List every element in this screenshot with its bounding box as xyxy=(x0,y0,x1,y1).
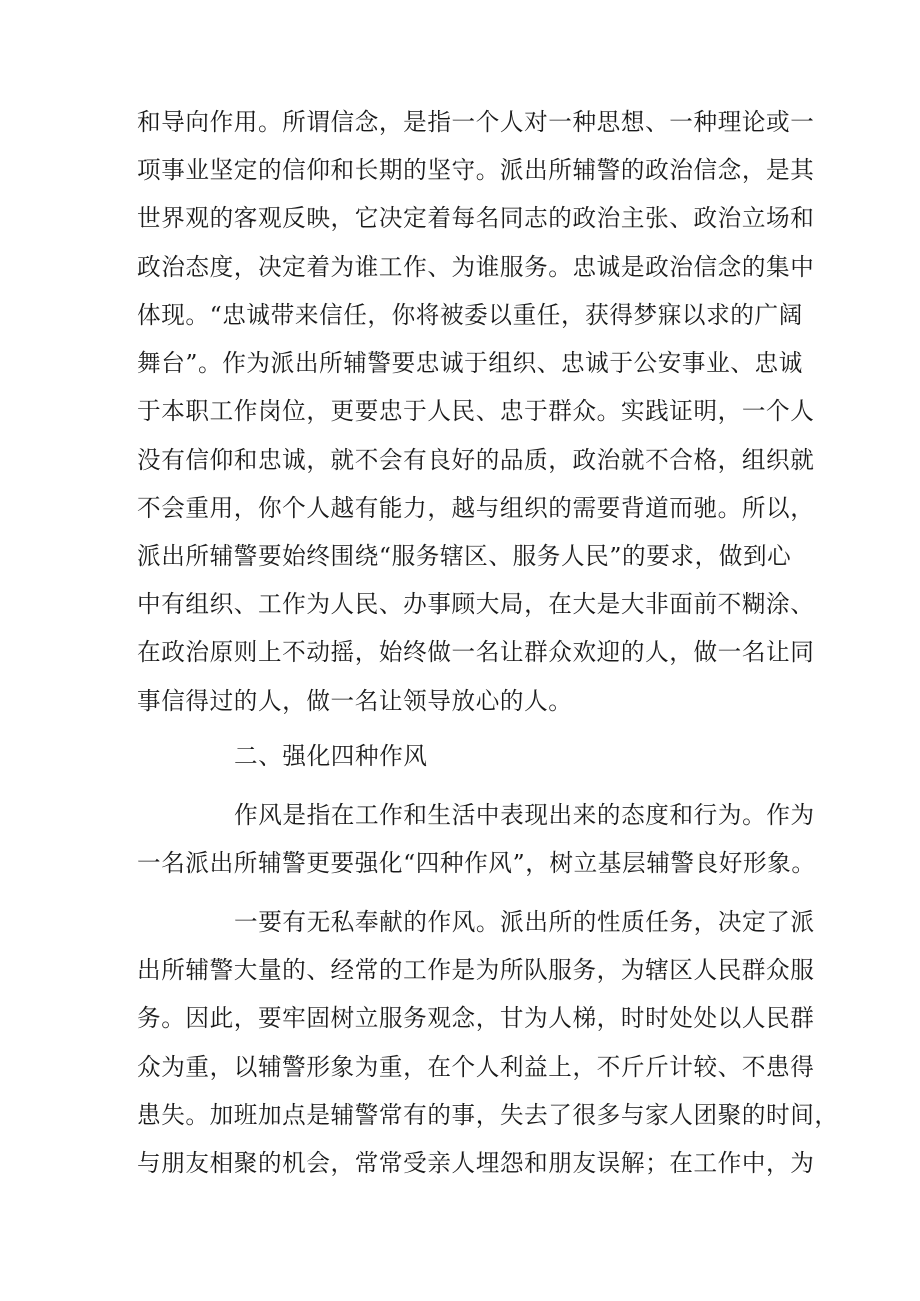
section-heading: 二、强化四种作风 xyxy=(234,742,428,770)
paragraph-line: 世界观的客观反映，它决定着每名同志的政治主张、政治立场和 xyxy=(137,204,815,232)
paragraph-line: 舞台”。作为派出所辅警要忠诚于组织、忠诚于公安事业、忠诚 xyxy=(137,349,803,377)
paragraph-line: 务。因此，要牢固树立服务观念，甘为人梯，时时处处以人民群 xyxy=(137,1004,815,1032)
paragraph-line: 众为重，以辅警形象为重，在个人利益上，不斤斤计较、不患得 xyxy=(137,1053,815,1081)
paragraph-line: 一名派出所辅警更要强化“四种作风”，树立基层辅警良好形象。 xyxy=(137,849,816,877)
paragraph-line: 体现。“忠诚带来信任，你将被委以重任，获得梦寐以求的广阔 xyxy=(137,301,803,329)
paragraph-line: 政治态度，决定着为谁工作、为谁服务。忠诚是政治信念的集中 xyxy=(137,253,815,281)
paragraph-line: 派出所辅警要始终围绕“服务辖区、服务人民”的要求，做到心 xyxy=(137,542,792,570)
paragraph-line: 在政治原则上不动摇，始终做一名让群众欢迎的人，做一名让同 xyxy=(137,638,815,666)
paragraph-line: 与朋友相聚的机会，常常受亲人埋怨和朋友误解；在工作中，为 xyxy=(137,1149,815,1177)
paragraph-line: 作风是指在工作和生活中表现出来的态度和行为。作为 xyxy=(234,801,815,829)
paragraph-line: 一要有无私奉献的作风。派出所的性质任务，决定了派 xyxy=(234,908,815,936)
paragraph-line: 事信得过的人，做一名让领导放心的人。 xyxy=(137,687,573,715)
paragraph-line: 不会重用，你个人越有能力，越与组织的需要背道而驰。所以， xyxy=(137,494,815,522)
paragraph-line: 中有组织、工作为人民、办事顾大局，在大是大非面前不糊涂、 xyxy=(137,590,815,618)
paragraph-line: 和导向作用。所谓信念，是指一个人对一种思想、一种理论或一 xyxy=(137,108,815,136)
paragraph-line: 项事业坚定的信仰和长期的坚守。派出所辅警的政治信念，是其 xyxy=(137,156,815,184)
paragraph-line: 于本职工作岗位，更要忠于人民、忠于群众。实践证明，一个人 xyxy=(137,397,815,425)
paragraph-line: 出所辅警大量的、经常的工作是为所队服务，为辖区人民群众服 xyxy=(137,956,815,984)
paragraph-line: 患失。加班加点是辅警常有的事，失去了很多与家人团聚的时间， xyxy=(137,1101,839,1129)
paragraph-line: 没有信仰和忠诚，就不会有良好的品质，政治就不合格，组织就 xyxy=(137,446,815,474)
